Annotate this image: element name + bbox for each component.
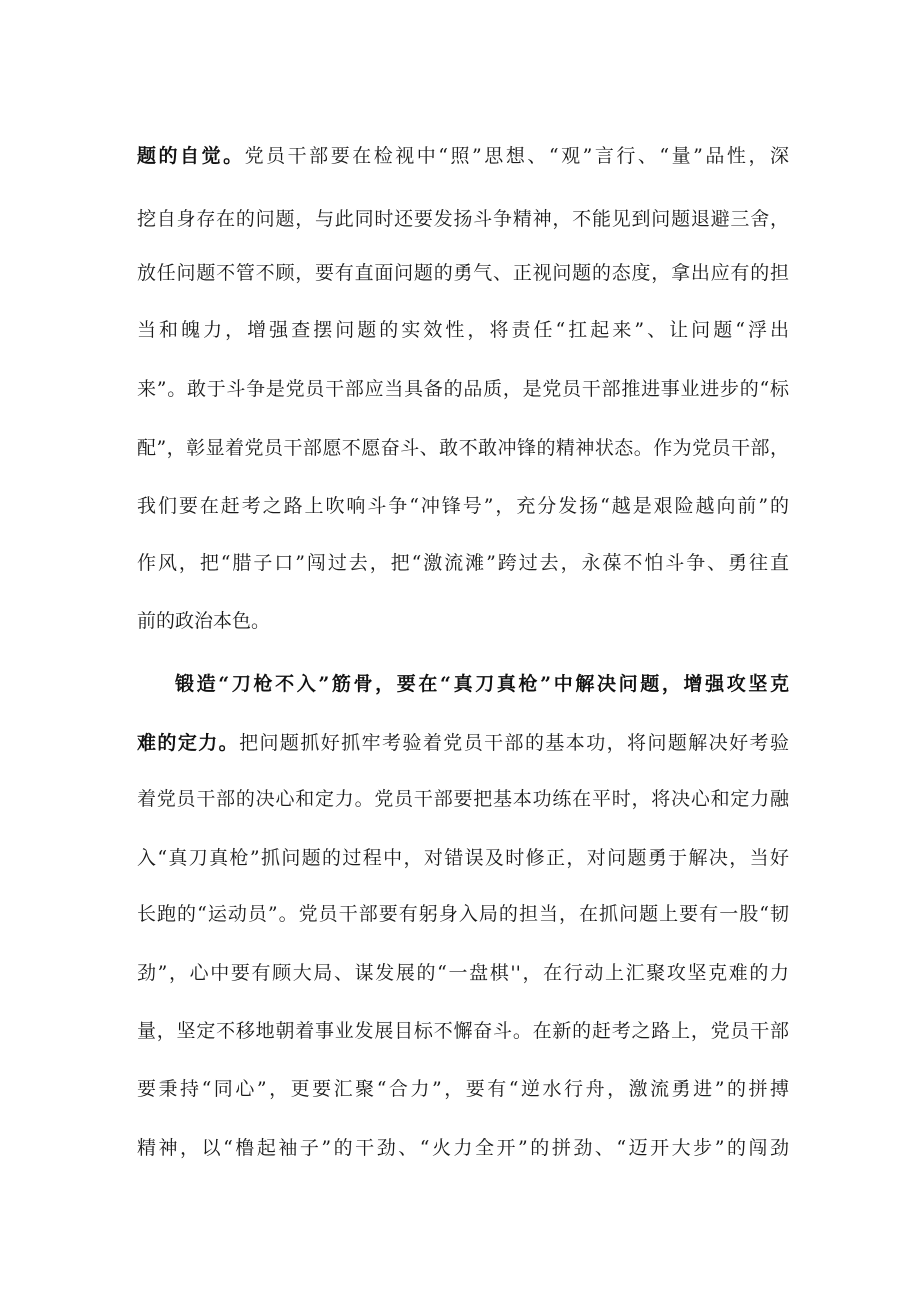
text-line: 量，坚定不移地朝着事业发展目标不懈奋斗。在新的赶考之路上，党员干部	[137, 1020, 789, 1042]
bold-phrase: 题的自觉。	[137, 145, 245, 167]
bold-phrase: 难的定力。	[137, 732, 240, 754]
text-line	[175, 669, 789, 699]
text-run: 把问题抓好抓牢考验着党员干部的基本功，将问题解决好考验	[239, 732, 789, 754]
bold-heading-phrase: 锻造“刀枪不入”筋骨，要在“真刀真枪”中解决问题，增强攻坚克	[175, 673, 789, 695]
text-line: 劲”，心中要有顾大局、谋发展的“一盘棋''，在行动上汇聚攻坚克难的力	[137, 962, 789, 984]
text-line	[137, 141, 789, 171]
text-line: 我们要在赶考之路上吹响斗争“冲锋号”，充分发扬“越是艰险越向前”的	[137, 495, 789, 517]
text-line: 精神，以“橹起袖子”的干劲、“火力全开”的拼劲、“迈开大步”的闯劲	[137, 1137, 789, 1159]
text-line: 前的政治本色。	[137, 610, 271, 632]
text-line	[137, 728, 789, 758]
text-run: 党员干部要在检视中“照”思想、“观”言行、“量”品性，深	[244, 145, 789, 167]
text-line: 配”，彰显着党员干部愿不愿奋斗、敢不敢冲锋的精神状态。作为党员干部，	[137, 437, 789, 459]
text-line: 放任问题不管不顾，要有直面问题的勇气、正视问题的态度，拿出应有的担	[137, 262, 789, 284]
text-line: 要秉持“同心”，更要汇聚“合力”，要有“逆水行舟，激流勇进”的拼搏	[137, 1078, 789, 1100]
text-line: 入“真刀真枪”抓问题的过程中，对错误及时修正，对问题勇于解决，当好	[137, 847, 789, 869]
text-line: 长跑的“运动员”。党员干部要有躬身入局的担当，在抓问题上要有一股“韧	[137, 903, 789, 925]
text-line: 作风，把“腊子口”闯过去，把“激流滩”跨过去，永葆不怕斗争、勇往直	[137, 552, 789, 574]
text-line: 当和魄力，增强查摆问题的实效性，将责任“扛起来”、让问题“浮出	[137, 319, 789, 341]
text-line: 来”。敢于斗争是党员干部应当具备的品质，是党员干部推进事业进步的“标	[137, 378, 789, 400]
text-line: 着党员干部的决心和定力。党员干部要把基本功练在平时，将决心和定力融	[137, 788, 789, 810]
text-line: 挖自身存在的问题，与此同时还要发扬斗争精神，不能见到问题退避三舍，	[137, 208, 789, 230]
